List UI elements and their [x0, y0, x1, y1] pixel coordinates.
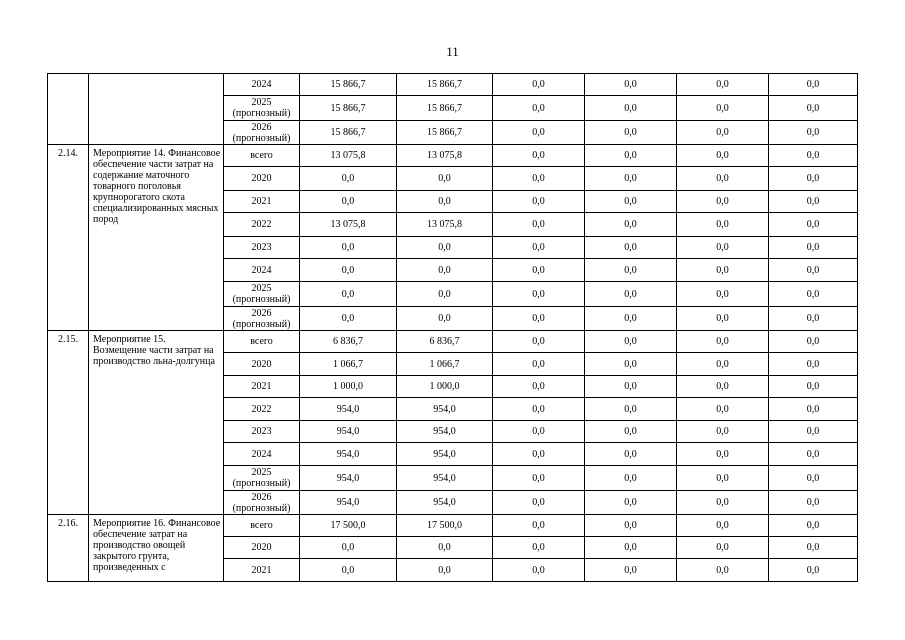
value-cell: 0,0 — [769, 96, 858, 121]
value-cell: 0,0 — [769, 213, 858, 237]
value-cell: 0,0 — [493, 559, 585, 582]
value-cell: 0,0 — [677, 331, 769, 353]
value-cell: 0,0 — [397, 191, 493, 213]
year-cell: 2021 — [224, 191, 300, 213]
value-cell: 0,0 — [677, 307, 769, 331]
year-cell: 2026 (прогнозный) — [224, 491, 300, 515]
year-cell: всего — [224, 145, 300, 167]
value-cell: 954,0 — [397, 466, 493, 491]
value-cell: 0,0 — [493, 191, 585, 213]
value-cell: 0,0 — [493, 443, 585, 466]
measure-name — [89, 74, 224, 145]
value-cell: 0,0 — [397, 307, 493, 331]
value-cell: 0,0 — [585, 515, 677, 537]
value-cell: 0,0 — [677, 466, 769, 491]
value-cell: 0,0 — [585, 282, 677, 307]
year-cell: 2023 — [224, 421, 300, 443]
value-cell: 0,0 — [300, 307, 397, 331]
value-cell: 0,0 — [585, 191, 677, 213]
value-cell: 0,0 — [585, 145, 677, 167]
table-row — [48, 145, 858, 167]
year-cell: 2025 (прогнозный) — [224, 96, 300, 121]
value-cell: 17 500,0 — [397, 515, 493, 537]
value-cell: 0,0 — [585, 121, 677, 145]
value-cell: 15 866,7 — [397, 96, 493, 121]
value-cell: 0,0 — [585, 376, 677, 398]
value-cell: 0,0 — [300, 237, 397, 259]
value-cell: 0,0 — [397, 167, 493, 191]
year-cell: 2020 — [224, 353, 300, 376]
budget-table — [47, 73, 858, 582]
value-cell: 15 866,7 — [397, 121, 493, 145]
value-cell: 0,0 — [677, 167, 769, 191]
value-cell: 0,0 — [585, 421, 677, 443]
value-cell: 0,0 — [677, 96, 769, 121]
value-cell: 0,0 — [769, 537, 858, 559]
value-cell: 0,0 — [585, 96, 677, 121]
year-cell: 2026 (прогнозный) — [224, 121, 300, 145]
value-cell: 0,0 — [677, 74, 769, 96]
value-cell: 0,0 — [769, 331, 858, 353]
value-cell: 0,0 — [493, 515, 585, 537]
year-cell: 2021 — [224, 559, 300, 582]
value-cell: 0,0 — [677, 353, 769, 376]
value-cell: 0,0 — [769, 282, 858, 307]
value-cell: 954,0 — [397, 491, 493, 515]
value-cell: 0,0 — [585, 559, 677, 582]
year-cell: 2021 — [224, 376, 300, 398]
value-cell: 0,0 — [677, 421, 769, 443]
value-cell: 17 500,0 — [300, 515, 397, 537]
value-cell: 13 075,8 — [300, 213, 397, 237]
year-cell: 2026 (прогнозный) — [224, 307, 300, 331]
value-cell: 0,0 — [585, 307, 677, 331]
value-cell: 0,0 — [769, 491, 858, 515]
value-cell: 1 066,7 — [300, 353, 397, 376]
value-cell: 13 075,8 — [397, 145, 493, 167]
table-row — [48, 331, 858, 353]
value-cell: 0,0 — [677, 282, 769, 307]
value-cell: 0,0 — [493, 121, 585, 145]
value-cell: 0,0 — [300, 559, 397, 582]
value-cell: 15 866,7 — [300, 74, 397, 96]
value-cell: 15 866,7 — [300, 96, 397, 121]
value-cell: 0,0 — [769, 443, 858, 466]
value-cell: 0,0 — [493, 259, 585, 282]
value-cell: 0,0 — [677, 237, 769, 259]
value-cell: 0,0 — [493, 466, 585, 491]
value-cell: 0,0 — [493, 145, 585, 167]
value-cell: 954,0 — [300, 466, 397, 491]
value-cell: 0,0 — [300, 282, 397, 307]
value-cell: 13 075,8 — [300, 145, 397, 167]
item-number: 2.15. — [48, 331, 89, 515]
value-cell: 0,0 — [585, 353, 677, 376]
value-cell: 0,0 — [300, 259, 397, 282]
value-cell: 0,0 — [397, 237, 493, 259]
value-cell: 0,0 — [677, 259, 769, 282]
value-cell: 954,0 — [300, 421, 397, 443]
value-cell: 0,0 — [769, 398, 858, 421]
value-cell: 0,0 — [677, 559, 769, 582]
year-cell: 2025 (прогнозный) — [224, 282, 300, 307]
measure-name: Мероприятие 15. Возмещение части затрат на производство льна-долгунца — [89, 331, 224, 515]
item-number: 2.14. — [48, 145, 89, 331]
value-cell: 0,0 — [493, 282, 585, 307]
value-cell: 0,0 — [493, 96, 585, 121]
value-cell: 954,0 — [300, 398, 397, 421]
value-cell: 0,0 — [300, 167, 397, 191]
table-row — [48, 515, 858, 537]
value-cell: 0,0 — [493, 331, 585, 353]
value-cell: 0,0 — [585, 331, 677, 353]
value-cell: 0,0 — [300, 537, 397, 559]
value-cell: 0,0 — [769, 307, 858, 331]
value-cell: 0,0 — [493, 537, 585, 559]
value-cell: 0,0 — [397, 537, 493, 559]
value-cell: 0,0 — [677, 213, 769, 237]
value-cell: 0,0 — [493, 213, 585, 237]
value-cell: 0,0 — [769, 167, 858, 191]
value-cell: 0,0 — [493, 74, 585, 96]
year-cell: 2023 — [224, 237, 300, 259]
year-cell: 2022 — [224, 398, 300, 421]
value-cell: 0,0 — [493, 491, 585, 515]
measure-name: Мероприятие 14. Финансовое обеспечение части затрат на содержание маточного товарного поголовья крупнорогатого скота специализированных мясных пород — [89, 145, 224, 331]
value-cell: 0,0 — [769, 121, 858, 145]
value-cell: 0,0 — [677, 191, 769, 213]
value-cell: 0,0 — [677, 145, 769, 167]
value-cell: 0,0 — [585, 237, 677, 259]
value-cell: 0,0 — [769, 353, 858, 376]
value-cell: 6 836,7 — [397, 331, 493, 353]
value-cell: 0,0 — [677, 515, 769, 537]
value-cell: 0,0 — [493, 421, 585, 443]
value-cell: 0,0 — [397, 259, 493, 282]
value-cell: 0,0 — [585, 398, 677, 421]
year-cell: 2024 — [224, 74, 300, 96]
year-cell: всего — [224, 331, 300, 353]
value-cell: 0,0 — [493, 353, 585, 376]
value-cell: 954,0 — [300, 491, 397, 515]
value-cell: 0,0 — [769, 74, 858, 96]
value-cell: 15 866,7 — [300, 121, 397, 145]
table-row — [48, 74, 858, 96]
value-cell: 0,0 — [585, 491, 677, 515]
value-cell: 0,0 — [585, 213, 677, 237]
year-cell: 2024 — [224, 259, 300, 282]
item-number — [48, 74, 89, 145]
year-cell: всего — [224, 515, 300, 537]
value-cell: 0,0 — [769, 515, 858, 537]
value-cell: 0,0 — [585, 466, 677, 491]
value-cell: 0,0 — [769, 145, 858, 167]
value-cell: 0,0 — [493, 376, 585, 398]
value-cell: 0,0 — [397, 282, 493, 307]
value-cell: 1 000,0 — [300, 376, 397, 398]
value-cell: 1 000,0 — [397, 376, 493, 398]
value-cell: 15 866,7 — [397, 74, 493, 96]
value-cell: 0,0 — [585, 443, 677, 466]
value-cell: 0,0 — [493, 167, 585, 191]
value-cell: 0,0 — [769, 191, 858, 213]
value-cell: 0,0 — [769, 237, 858, 259]
value-cell: 0,0 — [585, 74, 677, 96]
value-cell: 0,0 — [585, 537, 677, 559]
value-cell: 954,0 — [397, 398, 493, 421]
value-cell: 0,0 — [585, 167, 677, 191]
value-cell: 1 066,7 — [397, 353, 493, 376]
value-cell: 6 836,7 — [300, 331, 397, 353]
value-cell: 0,0 — [769, 466, 858, 491]
value-cell: 0,0 — [677, 398, 769, 421]
page-number: 11 — [446, 44, 459, 59]
value-cell: 0,0 — [300, 191, 397, 213]
value-cell: 0,0 — [677, 537, 769, 559]
value-cell: 954,0 — [397, 421, 493, 443]
item-number: 2.16. — [48, 515, 89, 582]
value-cell: 0,0 — [397, 559, 493, 582]
value-cell: 0,0 — [493, 237, 585, 259]
year-cell: 2020 — [224, 167, 300, 191]
value-cell: 0,0 — [769, 376, 858, 398]
value-cell: 0,0 — [677, 376, 769, 398]
year-cell: 2022 — [224, 213, 300, 237]
value-cell: 0,0 — [493, 307, 585, 331]
value-cell: 0,0 — [677, 491, 769, 515]
value-cell: 0,0 — [769, 559, 858, 582]
value-cell: 0,0 — [769, 259, 858, 282]
value-cell: 0,0 — [769, 421, 858, 443]
value-cell: 0,0 — [585, 259, 677, 282]
value-cell: 954,0 — [300, 443, 397, 466]
year-cell: 2024 — [224, 443, 300, 466]
value-cell: 13 075,8 — [397, 213, 493, 237]
measure-name: Мероприятие 16. Финансовое обеспечение затрат на производство овощей закрытого грунта, произведенных с — [89, 515, 224, 582]
value-cell: 954,0 — [397, 443, 493, 466]
value-cell: 0,0 — [677, 121, 769, 145]
year-cell: 2025 (прогнозный) — [224, 466, 300, 491]
year-cell: 2020 — [224, 537, 300, 559]
value-cell: 0,0 — [677, 443, 769, 466]
value-cell: 0,0 — [493, 398, 585, 421]
